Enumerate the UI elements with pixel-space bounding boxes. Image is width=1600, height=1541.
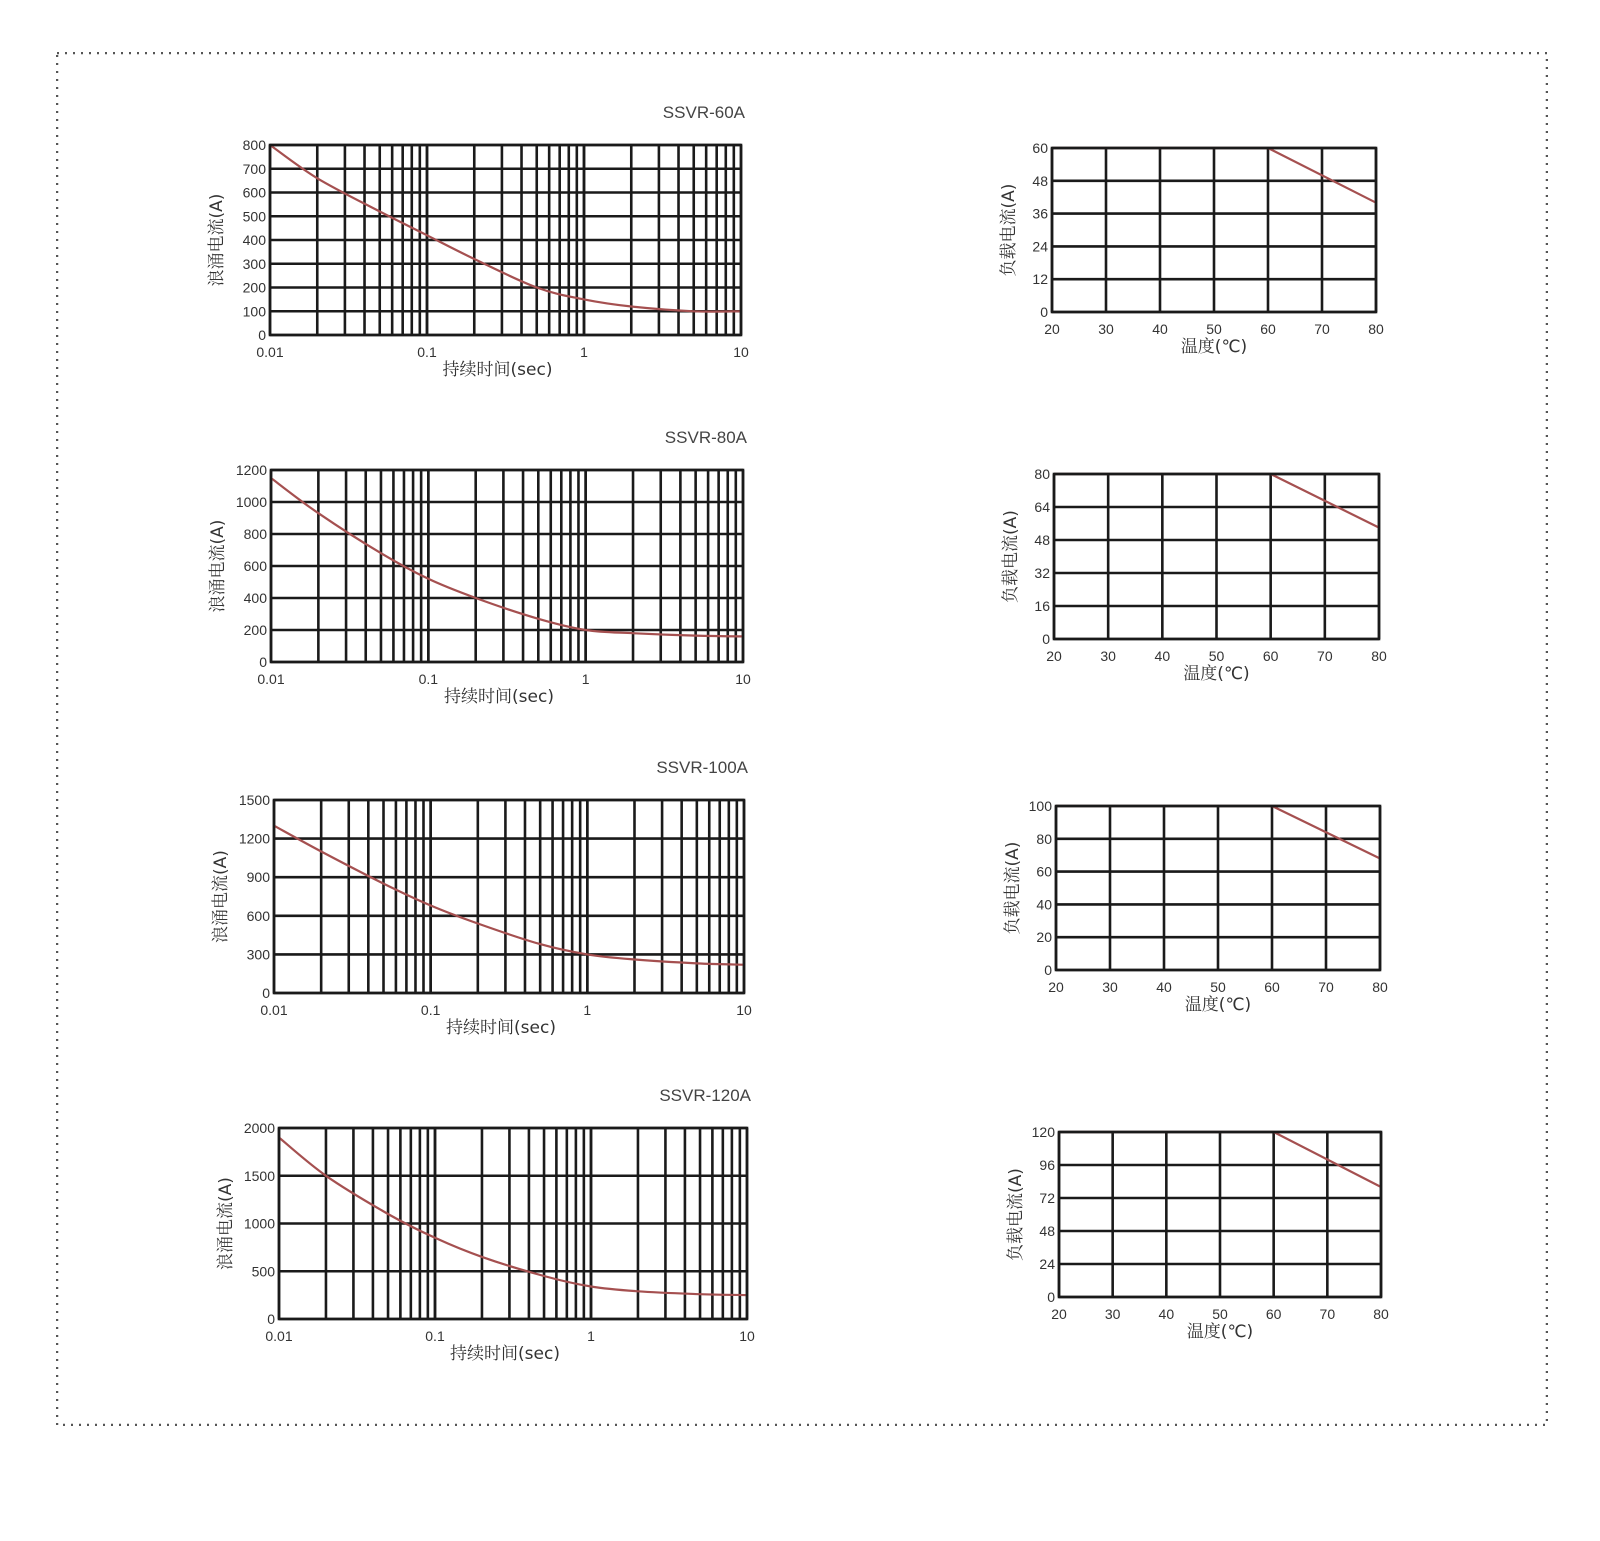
y-tick-label: 900 xyxy=(246,869,270,886)
x-tick-label: 70 xyxy=(1317,648,1333,664)
y-tick-label: 100 xyxy=(1028,798,1052,814)
x-tick-label: 40 xyxy=(1158,1306,1175,1322)
y-tick-label: 600 xyxy=(242,184,266,201)
y-tick-label: 300 xyxy=(242,255,266,272)
y-tick-label: 400 xyxy=(242,232,266,248)
chart-3 xyxy=(208,428,751,707)
y-tick-label: 48 xyxy=(1034,532,1050,548)
x-axis-title: 持续时间(sec) xyxy=(450,1344,560,1364)
y-tick-label: 60 xyxy=(1036,863,1052,880)
grid-horizontal xyxy=(271,470,743,662)
x-tick-label: 10 xyxy=(739,1328,755,1344)
y-tick-label: 700 xyxy=(242,160,266,177)
x-tick-label: 10 xyxy=(736,1002,752,1018)
y-tick-label: 120 xyxy=(1031,1124,1055,1140)
y-tick-label: 500 xyxy=(242,208,266,225)
y-tick-label: 80 xyxy=(1036,830,1052,847)
x-tick-label: 60 xyxy=(1265,1306,1282,1322)
chart-8 xyxy=(1006,1124,1389,1342)
y-tick-label: 0 xyxy=(1040,304,1048,320)
x-tick-label: 40 xyxy=(1154,648,1171,664)
y-axis-title: 负载电流(A) xyxy=(1006,1168,1026,1261)
y-tick-label: 24 xyxy=(1032,238,1048,255)
x-tick-label: 1 xyxy=(583,1002,592,1018)
y-tick-label: 0 xyxy=(1042,631,1050,647)
y-axis-title: 负载电流(A) xyxy=(999,183,1019,277)
chart-title: SSVR-120A xyxy=(659,1086,751,1105)
y-tick-label: 16 xyxy=(1034,598,1050,614)
x-axis-title: 持续时间(sec) xyxy=(444,687,554,707)
y-tick-label: 200 xyxy=(243,622,267,638)
y-tick-label: 600 xyxy=(243,558,267,574)
x-tick-label: 0.01 xyxy=(260,1002,288,1018)
chart-7 xyxy=(216,1086,755,1364)
y-axis-title: 浪涌电流(A) xyxy=(208,519,228,613)
y-tick-label: 80 xyxy=(1034,466,1050,482)
x-tick-label: 70 xyxy=(1319,1306,1336,1322)
x-tick-label: 20 xyxy=(1044,321,1060,337)
y-tick-label: 32 xyxy=(1034,565,1050,581)
y-tick-label: 24 xyxy=(1039,1256,1055,1272)
y-axis-title: 浪涌电流(A) xyxy=(207,193,227,287)
y-tick-label: 400 xyxy=(243,590,267,606)
y-tick-label: 12 xyxy=(1032,271,1048,288)
grid-vertical xyxy=(1059,1132,1381,1297)
y-tick-label: 0 xyxy=(1044,962,1052,978)
y-tick-label: 800 xyxy=(242,137,266,153)
y-tick-label: 96 xyxy=(1039,1157,1055,1173)
x-axis-title: 温度(℃) xyxy=(1186,1322,1254,1342)
x-tick-label: 80 xyxy=(1373,1306,1389,1322)
x-tick-label: 10 xyxy=(733,344,749,360)
x-tick-label: 30 xyxy=(1098,321,1114,337)
x-tick-label: 30 xyxy=(1102,979,1118,995)
y-tick-label: 0 xyxy=(267,1311,275,1327)
y-tick-label: 1200 xyxy=(238,830,270,847)
x-tick-label: 50 xyxy=(1208,648,1225,664)
x-tick-label: 0.01 xyxy=(257,671,285,687)
chart-6 xyxy=(1003,798,1388,1015)
grid-horizontal xyxy=(274,800,744,993)
x-tick-label: 50 xyxy=(1210,979,1226,995)
x-tick-label: 0.1 xyxy=(420,1002,441,1018)
y-tick-label: 36 xyxy=(1032,205,1048,222)
y-tick-label: 1000 xyxy=(243,1215,275,1232)
y-axis-title: 浪涌电流(A) xyxy=(211,850,231,943)
y-tick-label: 300 xyxy=(246,946,270,963)
x-tick-label: 60 xyxy=(1260,321,1276,337)
y-tick-label: 200 xyxy=(242,279,266,296)
y-tick-label: 72 xyxy=(1039,1190,1055,1206)
y-tick-label: 100 xyxy=(242,303,266,320)
y-tick-label: 64 xyxy=(1034,499,1050,515)
x-tick-label: 80 xyxy=(1372,979,1388,995)
x-axis-title: 温度(℃) xyxy=(1183,664,1250,684)
y-tick-label: 0 xyxy=(1047,1289,1055,1305)
grid-horizontal xyxy=(279,1128,747,1319)
x-axis-title: 持续时间(sec) xyxy=(442,360,553,380)
x-axis-title: 温度(℃) xyxy=(1180,337,1248,357)
y-axis-title: 浪涌电流(A) xyxy=(216,1177,236,1270)
y-tick-label: 48 xyxy=(1039,1223,1055,1239)
x-tick-label: 50 xyxy=(1212,1306,1228,1322)
x-tick-label: 0.01 xyxy=(265,1328,293,1344)
y-tick-label: 1500 xyxy=(238,792,270,808)
y-tick-label: 20 xyxy=(1036,929,1052,946)
x-tick-label: 80 xyxy=(1368,321,1384,337)
x-tick-label: 50 xyxy=(1206,321,1222,337)
y-tick-label: 0 xyxy=(262,985,270,1001)
grid-vertical xyxy=(1056,806,1380,970)
x-tick-label: 70 xyxy=(1314,321,1330,337)
y-tick-label: 40 xyxy=(1036,896,1052,913)
series-line-1 xyxy=(274,826,744,965)
grid-vertical xyxy=(1054,474,1379,639)
y-tick-label: 0 xyxy=(259,654,267,670)
x-tick-label: 70 xyxy=(1318,979,1334,995)
x-tick-label: 0.1 xyxy=(425,1328,445,1344)
chart-2 xyxy=(999,140,1384,357)
y-tick-label: 1000 xyxy=(235,494,267,510)
chart-title: SSVR-80A xyxy=(664,428,747,447)
chart-title: SSVR-60A xyxy=(662,103,745,122)
y-tick-label: 800 xyxy=(243,526,267,542)
x-tick-label: 10 xyxy=(735,671,751,687)
y-tick-label: 2000 xyxy=(243,1120,275,1136)
x-tick-label: 60 xyxy=(1264,979,1280,995)
chart-4 xyxy=(1001,466,1387,684)
y-tick-label: 48 xyxy=(1032,172,1048,189)
x-tick-label: 40 xyxy=(1152,321,1168,337)
x-tick-label: 1 xyxy=(587,1328,595,1344)
chart-5 xyxy=(211,758,752,1038)
x-tick-label: 80 xyxy=(1371,648,1387,664)
y-axis-title: 负载电流(A) xyxy=(1003,841,1023,935)
x-tick-label: 1 xyxy=(581,671,590,687)
y-tick-label: 500 xyxy=(251,1263,275,1280)
x-tick-label: 60 xyxy=(1262,648,1279,664)
x-tick-label: 30 xyxy=(1100,648,1116,664)
x-tick-label: 0.1 xyxy=(417,344,437,360)
y-tick-label: 1500 xyxy=(243,1167,275,1184)
x-tick-label: 0.01 xyxy=(256,344,284,360)
grid-vertical xyxy=(1052,148,1376,312)
y-tick-label: 1200 xyxy=(235,462,267,478)
y-tick-label: 60 xyxy=(1032,140,1048,156)
y-axis-title: 负载电流(A) xyxy=(1001,510,1021,603)
y-tick-label: 600 xyxy=(246,907,270,924)
x-tick-label: 0.1 xyxy=(418,671,439,687)
chart-title: SSVR-100A xyxy=(656,758,748,777)
chart-1 xyxy=(207,103,749,380)
x-tick-label: 30 xyxy=(1104,1306,1121,1322)
x-tick-label: 1 xyxy=(580,344,588,360)
grid-vertical xyxy=(274,800,744,993)
x-tick-label: 20 xyxy=(1046,648,1062,664)
grid-horizontal xyxy=(270,145,741,335)
x-axis-title: 持续时间(sec) xyxy=(446,1018,556,1038)
y-tick-label: 0 xyxy=(258,327,266,343)
x-axis-title: 温度(℃) xyxy=(1184,995,1252,1015)
x-tick-label: 20 xyxy=(1051,1306,1067,1322)
x-tick-label: 40 xyxy=(1156,979,1172,995)
x-tick-label: 20 xyxy=(1048,979,1064,995)
plot-border xyxy=(274,800,744,993)
